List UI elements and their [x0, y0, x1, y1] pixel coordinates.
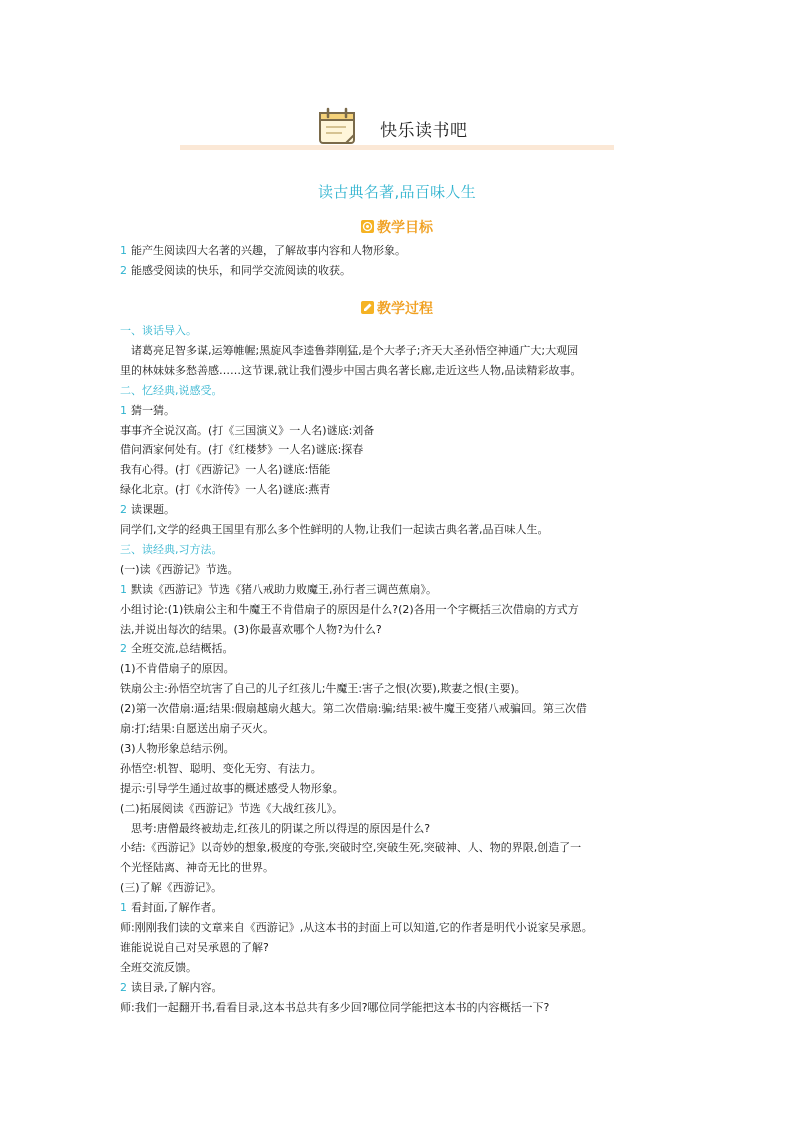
body-line	[120, 662, 235, 676]
section-heading-goals-label: 教学目标	[377, 220, 433, 236]
line-text: (二)拓展阅读《西游记》节选《大战红孩儿》。	[120, 801, 344, 815]
line-text: 能产生阅读四大名著的兴趣，了解故事内容和人物形象。	[131, 244, 406, 257]
body-line	[120, 503, 175, 517]
section-heading-process	[0, 298, 794, 318]
body-line	[120, 483, 330, 497]
body-line	[120, 961, 197, 975]
goal-item	[120, 244, 406, 258]
body-line	[120, 901, 223, 915]
body-line	[120, 841, 581, 855]
list-number: 1	[120, 403, 127, 417]
line-text: 谁能说说自己对吴承恩的了解?	[120, 940, 269, 954]
line-text: (1)不肯借扇子的原因。	[120, 662, 235, 676]
line-text: 默读《西游记》节选《猪八戒助力败魔王,孙行者三调芭蕉扇》。	[131, 582, 437, 596]
line-text: 铁扇公主:孙悟空坑害了自己的儿子红孩儿;牛魔王:害子之恨(次要),欺妻之恨(主要)。	[120, 682, 526, 696]
section-heading-process-label: 教学过程	[377, 301, 433, 317]
body-line	[120, 463, 330, 477]
body-line	[120, 424, 374, 438]
list-number: 1	[120, 582, 127, 596]
body-line	[120, 443, 363, 457]
body-line	[120, 742, 235, 756]
body-line	[120, 762, 322, 776]
line-text: 同学们,文学的经典王国里有那么多个性鲜明的人物,让我们一起读古典名著,品百味人生。	[120, 523, 549, 536]
line-text: (2)第一次借扇:逼;结果:假扇越扇火越大。第二次借扇:骗;结果:被牛魔王变猪八戒骗回。第三次借	[120, 702, 587, 716]
line-text: 孙悟空:机智、聪明、变化无穷、有法力。	[120, 761, 322, 775]
body-line	[120, 344, 578, 358]
line-text: 扇:打;结果:自愿送出扇子灭火。	[120, 722, 275, 735]
body-line	[120, 921, 593, 935]
body-line	[120, 881, 222, 895]
body-line	[120, 861, 274, 875]
header-title: 快乐读书吧	[380, 121, 468, 141]
section-heading-goals	[0, 217, 794, 237]
body-line	[120, 722, 274, 736]
body-line	[120, 702, 587, 716]
line-text: (一)读《西游记》节选。	[120, 562, 239, 576]
line-text: 法,并说出每次的结果。(3)你最喜欢哪个人物?为什么?	[120, 622, 382, 636]
line-text: 读课题。	[131, 503, 175, 517]
body-line	[120, 623, 382, 637]
body-line	[120, 981, 223, 995]
body-line	[120, 324, 197, 338]
line-text: 全班交流反馈。	[120, 960, 197, 974]
line-text: 读目录,了解内容。	[131, 980, 223, 994]
line-text: 诸葛亮足智多谋,运筹帷幄;黑旋风李逵鲁莽刚猛,是个大孝子;齐天大圣孙悟空神通广大;大观园	[120, 343, 579, 357]
line-text: 个光怪陆离、神奇无比的世界。	[120, 861, 274, 875]
line-text: 看封面,了解作者。	[131, 901, 223, 915]
line-text: 小结:《西游记》以奇妙的想象,极度的夸张,突破时空,突破生死,突破神、人、物的界限,创造了一	[120, 841, 582, 855]
line-text: 我有心得。(打《西游记》一人名)谜底:悟能	[120, 463, 331, 477]
line-text: 一、谈话导入。	[120, 324, 197, 337]
line-text: 借问酒家何处有。(打《红楼梦》一人名)谜底:探春	[120, 443, 364, 457]
body-line	[120, 563, 239, 577]
line-text: (三)了解《西游记》。	[120, 881, 223, 895]
body-line	[120, 384, 223, 398]
header	[180, 100, 614, 152]
target-icon	[361, 220, 374, 233]
body-line	[120, 1001, 549, 1015]
line-text: 提示:引导学生通过故事的概述感受人物形象。	[120, 781, 344, 795]
body-line	[120, 603, 579, 617]
line-text: 二、忆经典,说感受。	[120, 383, 223, 397]
body-line	[120, 543, 223, 557]
list-number: 1	[120, 244, 127, 257]
list-number: 2	[120, 264, 127, 277]
line-text: 小组讨论:(1)铁扇公主和牛魔王不肯借扇子的原因是什么?(2)各用一个字概括三次借扇的方式方	[120, 602, 579, 616]
list-number: 2	[120, 642, 127, 656]
line-text: 能感受阅读的快乐，和同学交流阅读的收获。	[131, 264, 351, 277]
line-text: 里的林妹妹多愁善感……这节课,就让我们漫步中国古典名著长廊,走近这些人物,品读精彩故事。	[120, 363, 582, 377]
calendar-icon	[316, 105, 362, 147]
list-number: 1	[120, 901, 127, 915]
line-text: 猜一猜。	[131, 403, 175, 417]
document-title: 读古典名著,品百味人生	[317, 183, 477, 201]
line-text: 师:刚刚我们读的文章来自《西游记》,从这本书的封面上可以知道,它的作者是明代小说家吴承恩。	[120, 921, 593, 934]
line-text: 全班交流,总结概括。	[131, 642, 234, 656]
body-line	[120, 941, 269, 955]
line-text: 师:我们一起翻开书,看看目录,这本书总共有多少回?哪位同学能把这本书的内容概括一下?	[120, 1000, 550, 1014]
line-text: 事事齐全说汉高。(打《三国演义》一人名)谜底:刘备	[120, 423, 375, 437]
body-line	[120, 523, 549, 537]
line-text: (3)人物形象总结示例。	[120, 741, 235, 755]
pencil-icon	[361, 301, 374, 314]
body-line	[120, 364, 582, 378]
body-line	[120, 642, 234, 656]
header-divider	[180, 145, 614, 150]
body-line	[120, 682, 526, 696]
body-line	[120, 802, 343, 816]
list-number: 2	[120, 503, 127, 517]
line-text: 三、读经典,习方法。	[120, 542, 223, 556]
body-line	[120, 822, 430, 836]
goal-item	[120, 264, 351, 278]
line-text: 思考:唐僧最终被劫走,红孩儿的阴谋之所以得逞的原因是什么?	[120, 821, 431, 835]
list-number: 2	[120, 980, 127, 994]
body-line	[120, 782, 344, 796]
line-text: 绿化北京。(打《水浒传》一人名)谜底:燕青	[120, 483, 331, 497]
body-line	[120, 583, 437, 597]
body-line	[120, 404, 175, 418]
